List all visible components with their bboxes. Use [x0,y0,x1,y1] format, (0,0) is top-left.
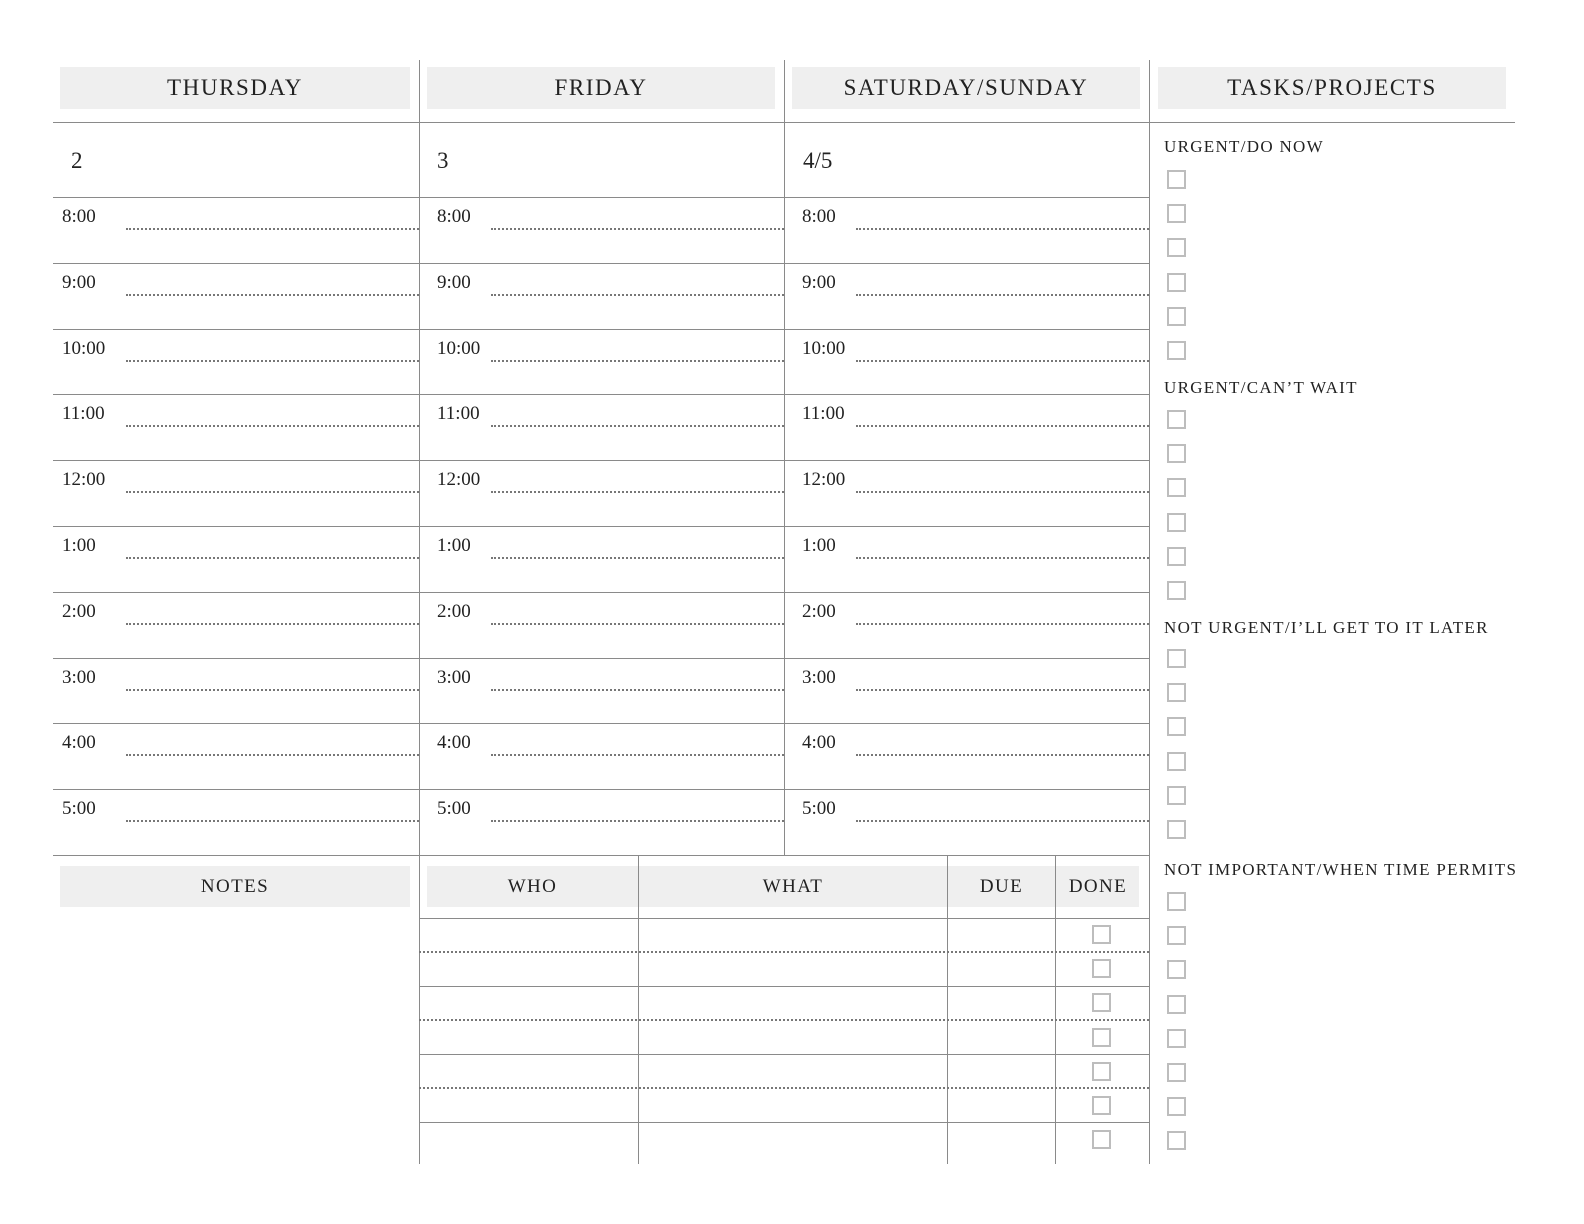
time-entry-line[interactable] [491,689,784,691]
task-checkbox[interactable] [1167,892,1186,911]
delegation-rule-2 [419,986,1149,987]
time-entry-line[interactable] [491,754,784,756]
time-entry-line[interactable] [856,820,1149,822]
time-entry-line[interactable] [491,491,784,493]
time-entry-line[interactable] [126,557,419,559]
time-entry-line[interactable] [491,228,784,230]
time-entry-line[interactable] [126,820,419,822]
time-label: 9:00 [437,272,471,293]
divider-col-3 [1149,60,1150,1164]
time-row-rule [53,197,1149,198]
time-entry-line[interactable] [126,294,419,296]
task-checkbox[interactable] [1167,820,1186,839]
time-label: 1:00 [62,535,96,556]
task-checkbox[interactable] [1167,273,1186,292]
day-number-friday: 3 [437,148,449,173]
delegation-rule-3 [419,1054,1149,1055]
delegation-divider-who [638,856,639,1164]
time-label: 8:00 [802,206,836,227]
task-checkbox[interactable] [1167,683,1186,702]
time-label: 1:00 [437,535,471,556]
time-label: 3:00 [802,667,836,688]
time-entry-line[interactable] [491,425,784,427]
time-row-rule [53,526,1149,527]
time-label: 10:00 [802,338,846,359]
task-checkbox[interactable] [1167,307,1186,326]
time-label: 2:00 [437,601,471,622]
time-entry-line[interactable] [491,360,784,362]
time-row-rule [53,460,1149,461]
time-label: 2:00 [62,601,96,622]
col-header-due: DUE [979,875,1024,897]
task-checkbox[interactable] [1167,581,1186,600]
task-checkbox[interactable] [1167,1097,1186,1116]
time-label: 3:00 [437,667,471,688]
time-entry-line[interactable] [856,623,1149,625]
time-label: 5:00 [437,798,471,819]
done-checkbox[interactable] [1092,1062,1111,1081]
task-checkbox[interactable] [1167,1131,1186,1150]
time-entry-line[interactable] [856,228,1149,230]
time-entry-line[interactable] [856,294,1149,296]
delegation-divider-due [1055,856,1056,1164]
time-entry-line[interactable] [491,557,784,559]
time-label: 11:00 [802,403,845,424]
time-label: 11:00 [437,403,480,424]
time-label: 4:00 [62,732,96,753]
time-entry-line[interactable] [126,689,419,691]
time-row-rule [53,329,1149,330]
time-label: 3:00 [62,667,96,688]
time-label: 12:00 [802,469,846,490]
time-row-rule [53,263,1149,264]
task-checkbox[interactable] [1167,204,1186,223]
done-checkbox[interactable] [1092,1028,1111,1047]
task-section-title: NOT URGENT/I’LL GET TO IT LATER [1164,618,1489,637]
task-checkbox[interactable] [1167,649,1186,668]
task-checkbox[interactable] [1167,478,1186,497]
done-checkbox[interactable] [1092,1130,1111,1149]
done-checkbox[interactable] [1092,925,1111,944]
tasks-header: TASKS/PROJECTS [1158,67,1506,109]
done-checkbox[interactable] [1092,1096,1111,1115]
time-entry-line[interactable] [856,689,1149,691]
time-entry-line[interactable] [856,360,1149,362]
day-header-friday: FRIDAY [427,67,775,109]
time-row-rule [53,658,1149,659]
day-header-weekend: SATURDAY/SUNDAY [792,67,1140,109]
done-checkbox[interactable] [1092,993,1111,1012]
task-section-title: NOT IMPORTANT/WHEN TIME PERMITS [1164,860,1518,879]
delegation-divider-what [947,856,948,1164]
done-checkbox[interactable] [1092,959,1111,978]
day-number-thursday: 2 [71,148,83,173]
time-row-rule [53,394,1149,395]
task-section-title: URGENT/DO NOW [1164,137,1324,156]
task-checkbox[interactable] [1167,960,1186,979]
delegation-dotted-1 [419,951,1149,953]
divider-col-2 [784,60,785,856]
delegation-dotted-3 [419,1087,1149,1089]
time-entry-line[interactable] [491,623,784,625]
time-label: 9:00 [802,272,836,293]
day-number-weekend: 4/5 [803,148,833,173]
time-label: 12:00 [437,469,481,490]
header-rule [53,122,1515,123]
time-label: 5:00 [62,798,96,819]
time-label: 1:00 [802,535,836,556]
time-label: 9:00 [62,272,96,293]
time-label: 8:00 [62,206,96,227]
time-entry-line[interactable] [126,228,419,230]
time-entry-line[interactable] [856,425,1149,427]
task-checkbox[interactable] [1167,786,1186,805]
time-label: 4:00 [437,732,471,753]
time-label: 5:00 [802,798,836,819]
delegation-rule-4 [419,1122,1149,1123]
task-checkbox[interactable] [1167,995,1186,1014]
time-label: 11:00 [62,403,105,424]
col-header-done: DONE [1068,875,1128,897]
time-entry-line[interactable] [491,820,784,822]
task-checkbox[interactable] [1167,752,1186,771]
task-checkbox[interactable] [1167,1063,1186,1082]
task-checkbox[interactable] [1167,410,1186,429]
divider-col-1 [419,60,420,1164]
time-entry-line[interactable] [126,623,419,625]
delegation-rule-1 [419,918,1149,919]
time-label: 8:00 [437,206,471,227]
time-label: 2:00 [802,601,836,622]
time-entry-line[interactable] [126,360,419,362]
col-header-who: WHO [507,875,558,897]
task-checkbox[interactable] [1167,926,1186,945]
time-entry-line[interactable] [856,557,1149,559]
time-entry-line[interactable] [126,754,419,756]
task-section-title: URGENT/CAN’T WAIT [1164,378,1358,397]
time-label: 10:00 [62,338,106,359]
time-row-rule [53,723,1149,724]
time-row-rule [53,789,1149,790]
time-entry-line[interactable] [491,294,784,296]
task-checkbox[interactable] [1167,444,1186,463]
notes-header: NOTES [60,866,410,907]
task-checkbox[interactable] [1167,238,1186,257]
delegation-dotted-2 [419,1019,1149,1021]
task-checkbox[interactable] [1167,1029,1186,1048]
task-checkbox[interactable] [1167,341,1186,360]
col-header-what: WHAT [762,875,824,897]
time-label: 12:00 [62,469,106,490]
time-row-rule [53,592,1149,593]
time-entry-line[interactable] [856,754,1149,756]
task-checkbox[interactable] [1167,513,1186,532]
time-label: 10:00 [437,338,481,359]
task-checkbox[interactable] [1167,547,1186,566]
time-row-rule [53,855,1149,856]
time-entry-line[interactable] [126,491,419,493]
task-checkbox[interactable] [1167,170,1186,189]
time-label: 4:00 [802,732,836,753]
day-header-thursday: THURSDAY [60,67,410,109]
task-checkbox[interactable] [1167,717,1186,736]
time-entry-line[interactable] [856,491,1149,493]
time-entry-line[interactable] [126,425,419,427]
